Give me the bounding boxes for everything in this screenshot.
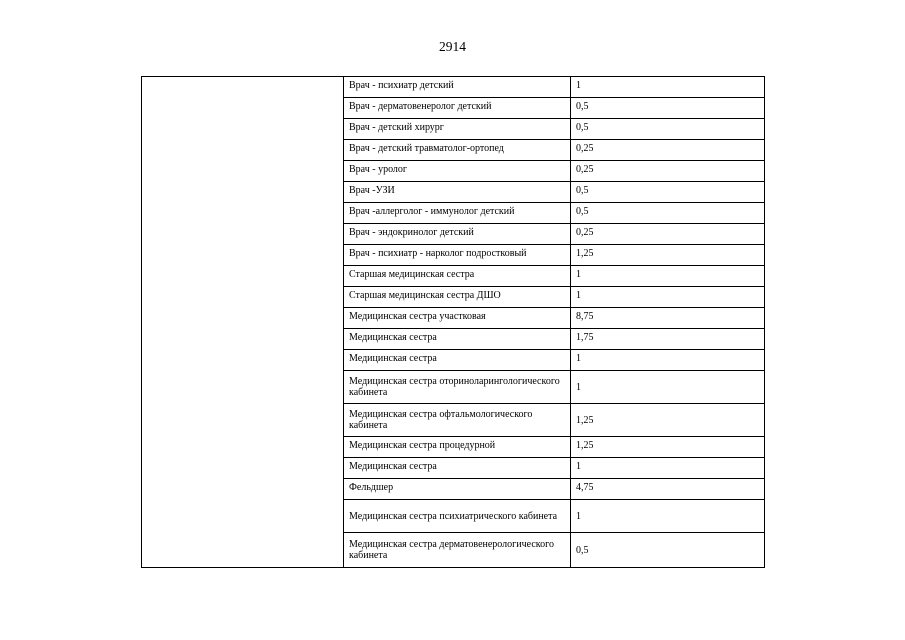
- merged-empty-cell: [142, 77, 344, 568]
- rate-cell: [571, 119, 765, 140]
- rate-text: 0,5: [576, 184, 589, 196]
- rate-cell: [571, 203, 765, 224]
- position-cell: [344, 533, 571, 568]
- position-text: Медицинская сестра психиатрического кабинета: [349, 510, 558, 522]
- position-cell: [344, 224, 571, 245]
- staff-table: [141, 76, 765, 568]
- rate-cell: [571, 245, 765, 266]
- position-text: Врач -аллерголог - иммунолог детский: [349, 205, 515, 217]
- rate-text: 1: [576, 460, 581, 472]
- position-text: Медицинская сестра дерматовенерологического кабинета: [349, 539, 554, 561]
- position-cell: [344, 161, 571, 182]
- rate-text: 0,5: [576, 121, 589, 133]
- rate-cell: [571, 458, 765, 479]
- rate-text: 1,25: [576, 414, 594, 426]
- position-text: Медицинская сестра процедурной: [349, 439, 496, 451]
- rate-cell: [571, 98, 765, 119]
- position-cell: [344, 266, 571, 287]
- position-text: Медицинская сестра оториноларингологического кабинета: [349, 376, 560, 398]
- position-text: Врач - детский травматолог-ортопед: [349, 142, 504, 154]
- position-cell: [344, 479, 571, 500]
- rate-text: 1: [576, 268, 581, 280]
- rate-text: 0,25: [576, 163, 594, 175]
- rate-cell: [571, 182, 765, 203]
- position-text: Медицинская сестра участковая: [349, 310, 486, 322]
- position-text: Врач - психиатр детский: [349, 79, 454, 91]
- position-cell: [344, 350, 571, 371]
- position-cell: [344, 437, 571, 458]
- rate-cell: [571, 77, 765, 98]
- position-cell: [344, 458, 571, 479]
- rate-cell: [571, 533, 765, 568]
- position-text: Медицинская сестра офтальмологического кабинета: [349, 409, 533, 431]
- position-cell: [344, 182, 571, 203]
- rate-text: 1: [576, 289, 581, 301]
- position-text: Старшая медицинская сестра: [349, 268, 475, 280]
- rate-text: 0,25: [576, 226, 594, 238]
- position-text: Врач - детский хирург: [349, 121, 444, 133]
- table-row: [142, 77, 765, 98]
- rate-cell: [571, 266, 765, 287]
- rate-text: 0,5: [576, 205, 589, 217]
- rate-cell: [571, 371, 765, 404]
- rate-cell: [571, 308, 765, 329]
- rate-cell: [571, 287, 765, 308]
- position-text: Врач -УЗИ: [349, 184, 395, 196]
- rate-cell: [571, 479, 765, 500]
- rate-cell: [571, 404, 765, 437]
- rate-cell: [571, 140, 765, 161]
- rate-text: 0,5: [576, 100, 589, 112]
- rate-text: 0,5: [576, 544, 589, 556]
- rate-cell: [571, 161, 765, 182]
- position-cell: [344, 203, 571, 224]
- rate-cell: [571, 329, 765, 350]
- rate-text: 8,75: [576, 310, 594, 322]
- position-cell: [344, 308, 571, 329]
- page-number: 2914: [439, 39, 466, 54]
- rate-text: 1,75: [576, 331, 594, 343]
- position-text: Медицинская сестра: [349, 331, 437, 343]
- rate-text: 1: [576, 510, 581, 522]
- rate-text: 4,75: [576, 481, 594, 493]
- rate-cell: [571, 350, 765, 371]
- position-cell: [344, 287, 571, 308]
- position-cell: [344, 77, 571, 98]
- position-text: Врач - психиатр - нарколог подростковый: [349, 247, 527, 259]
- position-text: Врач - уролог: [349, 163, 408, 175]
- position-cell: [344, 404, 571, 437]
- position-cell: [344, 119, 571, 140]
- position-text: Фельдшер: [349, 481, 394, 493]
- position-text: Медицинская сестра: [349, 460, 437, 472]
- position-cell: [344, 245, 571, 266]
- rate-text: 1: [576, 79, 581, 91]
- position-cell: [344, 371, 571, 404]
- rate-text: 1,25: [576, 247, 594, 259]
- rate-cell: [571, 224, 765, 245]
- position-cell: [344, 500, 571, 533]
- rate-text: 1,25: [576, 439, 594, 451]
- rate-text: 1: [576, 352, 581, 364]
- position-cell: [344, 329, 571, 350]
- position-cell: [344, 140, 571, 161]
- rate-cell: [571, 500, 765, 533]
- position-text: Врач - эндокринолог детский: [349, 226, 474, 238]
- rate-cell: [571, 437, 765, 458]
- position-cell: [344, 98, 571, 119]
- position-text: Старшая медицинская сестра ДШО: [349, 289, 501, 301]
- rate-text: 0,25: [576, 142, 594, 154]
- position-text: Врач - дерматовенеролог детский: [349, 100, 492, 112]
- rate-text: 1: [576, 381, 581, 393]
- position-text: Медицинская сестра: [349, 352, 437, 364]
